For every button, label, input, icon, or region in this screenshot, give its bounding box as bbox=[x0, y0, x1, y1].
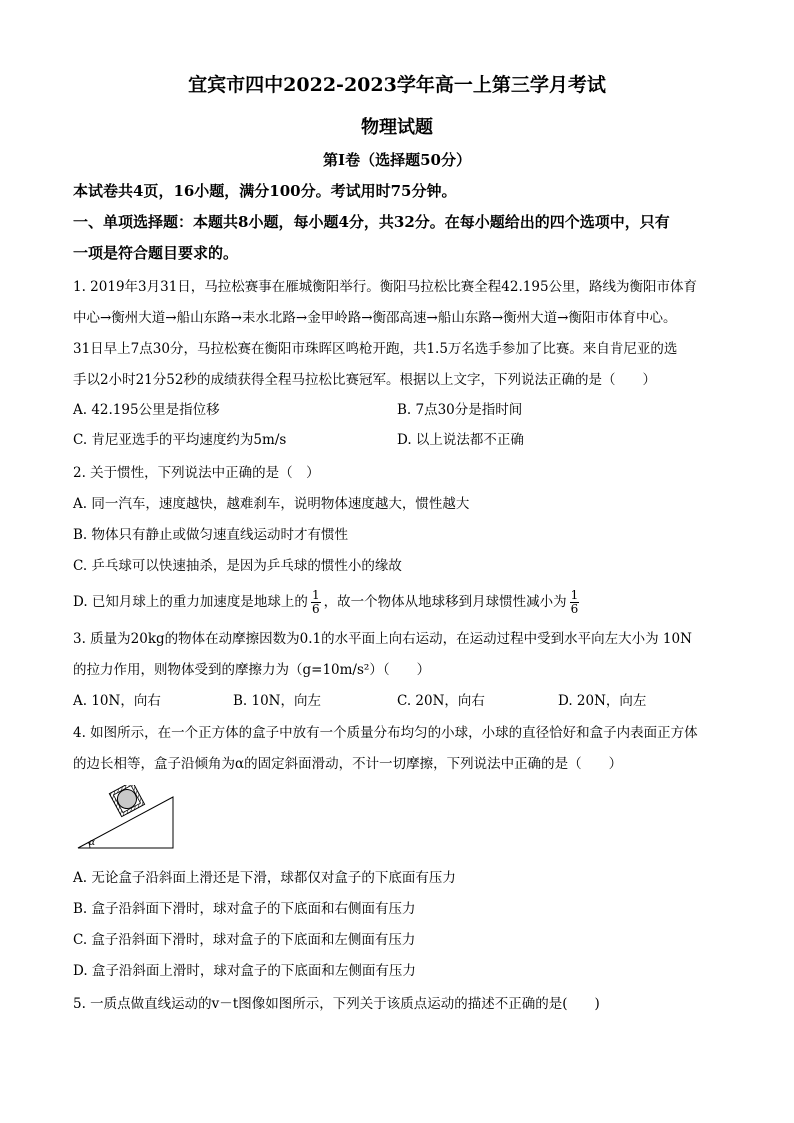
q2-option-c: C. 乒乓球可以快速抽杀，是因为乒乓球的惯性小的缘故 bbox=[73, 558, 402, 574]
q2-option-d-text2: ，故一个物体从地球移到月球惯性减小为 bbox=[323, 594, 567, 610]
q2-option-a: A. 同一汽车，速度越快，越难刹车，说明物体速度越大，惯性越大 bbox=[73, 496, 470, 512]
q3-stem-line1: 3. 质量为20kg的物体在动摩擦因数为0.1的水平面上向右运动，在运动过程中受到水平向左大小为 10N bbox=[73, 631, 692, 647]
q4-option-a: A. 无论盒子沿斜面上滑还是下滑，球都仅对盒子的下底面有压力 bbox=[73, 870, 456, 886]
angle-alpha-label: α bbox=[89, 838, 96, 848]
subject-title: 物理试题 bbox=[361, 117, 433, 138]
volume-title: 第Ⅰ卷（选择题50分） bbox=[323, 151, 471, 169]
exam-intro: 本试卷共4页，16小题，满分100分。考试用时75分钟。 bbox=[73, 182, 457, 200]
q2-option-b: B. 物体只有静止或做匀速直线运动时才有惯性 bbox=[73, 527, 349, 543]
q4-option-b: B. 盒子沿斜面下滑时，球对盒子的下底面和右侧面有压力 bbox=[73, 901, 416, 917]
q1-stem-line4: 手以2小时21分52秒的成绩获得全程马拉松比赛冠军。根据以上文字，下列说法正确的是（ ） bbox=[73, 372, 656, 388]
q2-option-d-text1: D. 已知月球上的重力加速度是地球上的 bbox=[73, 594, 308, 610]
q5-stem: 5. 一质点做直线运动的v－t图像如图所示，下列关于该质点运动的描述不正确的是( ) bbox=[73, 996, 600, 1012]
section-heading-line2: 一项是符合题目要求的。 bbox=[73, 244, 239, 262]
fraction-numerator: 1 bbox=[311, 588, 320, 602]
q1-stem-line2: 中心→衡州大道→船山东路→耒水北路→金甲岭路→衡邵高速→船山东路→衡州大道→衡阳市体育中心。 bbox=[73, 310, 677, 326]
q4-option-c: C. 盒子沿斜面下滑时，球对盒子的下底面和左侧面有压力 bbox=[73, 932, 416, 948]
fraction-one-sixth-end bbox=[570, 589, 580, 616]
q1-stem-line3: 31日早上7点30分，马拉松赛在衡阳市珠晖区鸣枪开跑，共1.5万名选手参加了比赛。来自肯尼亚的选 bbox=[73, 341, 678, 357]
fraction-one-sixth bbox=[311, 589, 321, 616]
incline-box-figure bbox=[76, 785, 176, 855]
box-with-ball bbox=[109, 785, 144, 817]
q1-option-b: B. 7点30分是指时间 bbox=[397, 402, 523, 418]
q4-stem-line2: 的边长相等，盒子沿倾角为α的固定斜面滑动，不计一切摩擦，下列说法中正确的是（ ） bbox=[73, 756, 623, 772]
q3-option-b: B. 10N，向左 bbox=[233, 693, 321, 709]
q2-option-d bbox=[73, 589, 733, 616]
exam-title: 宜宾市四中2022-2023学年高一上第三学月考试 bbox=[188, 74, 606, 96]
fraction-denominator-end: 6 bbox=[570, 602, 579, 616]
q1-option-d: D. 以上说法都不正确 bbox=[397, 432, 524, 448]
q1-option-a: A. 42.195公里是指位移 bbox=[73, 402, 220, 418]
q3-option-c: C. 20N，向右 bbox=[397, 693, 485, 709]
fraction-denominator: 6 bbox=[311, 602, 320, 616]
q2-stem: 2. 关于惯性，下列说法中正确的是（ ） bbox=[73, 465, 320, 481]
q4-stem-line1: 4. 如图所示，在一个正方体的盒子中放有一个质量分布均匀的小球，小球的直径恰好和盒子内表面正方体 bbox=[73, 725, 698, 741]
section-heading-line1: 一、单项选择题：本题共8小题，每小题4分，共32分。在每小题给出的四个选项中，只有 bbox=[73, 213, 670, 231]
q3-stem-line2: 的拉力作用，则物体受到的摩擦力为（g=10m/s²）（ ） bbox=[73, 662, 431, 678]
q4-option-d: D. 盒子沿斜面上滑时，球对盒子的下底面和左侧面有压力 bbox=[73, 963, 416, 979]
fraction-numerator-end: 1 bbox=[570, 588, 579, 602]
q3-option-d: D. 20N，向左 bbox=[558, 693, 647, 709]
q1-stem-line1: 1. 2019年3月31日，马拉松赛事在雁城衡阳举行。衡阳马拉松比赛全程42.195公里，路线为衡阳市体育 bbox=[73, 279, 698, 295]
q1-option-c: C. 肯尼亚选手的平均速度约为5m/s bbox=[73, 432, 287, 448]
q3-option-a: A. 10N，向右 bbox=[73, 693, 161, 709]
